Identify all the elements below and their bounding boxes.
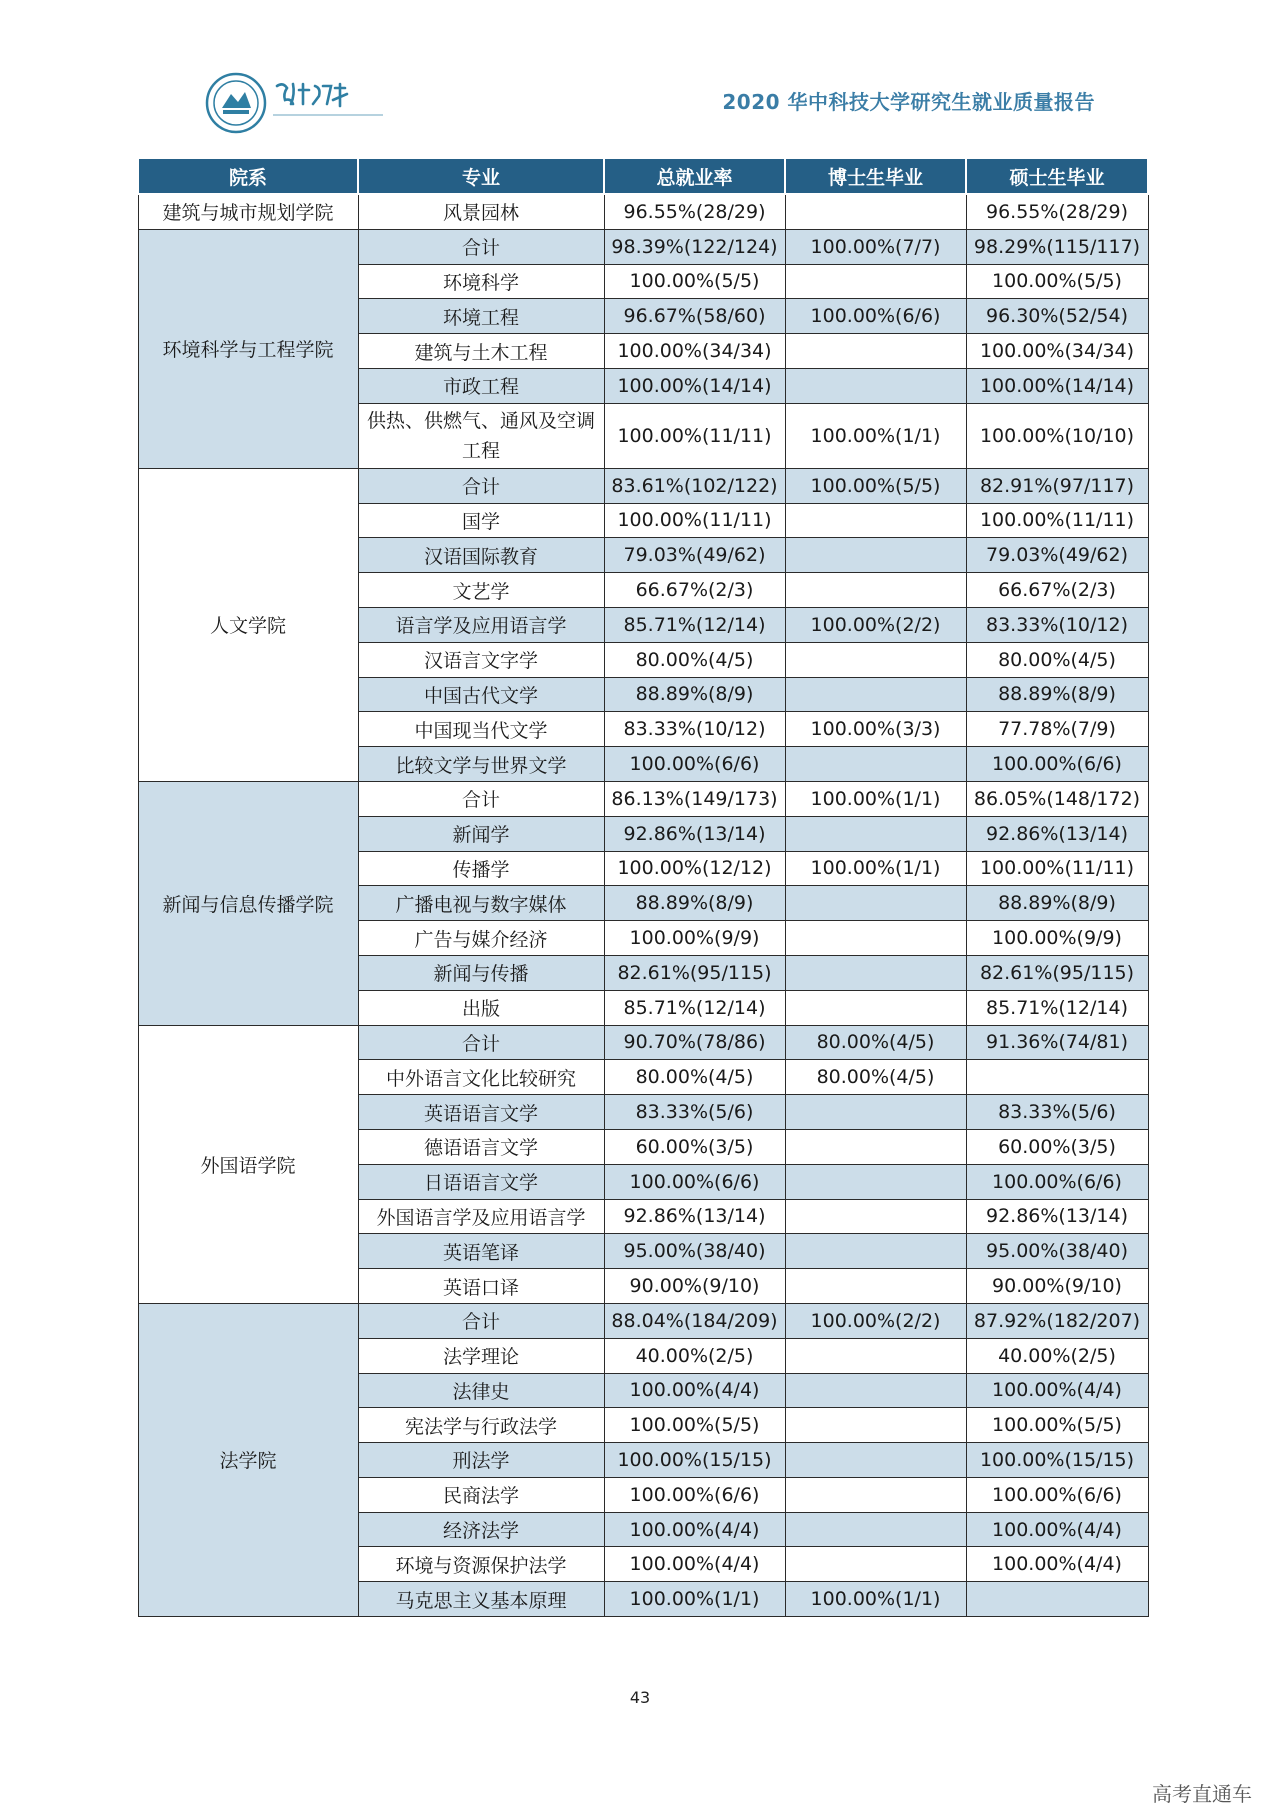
major-cell: 中外语言文化比较研究	[358, 1060, 604, 1095]
major-cell: 合计	[358, 468, 604, 503]
dept-cell: 环境科学与工程学院	[138, 229, 358, 468]
phd-rate-cell	[785, 573, 966, 608]
total-rate-cell: 60.00%(3/5)	[604, 1129, 785, 1164]
major-cell: 民商法学	[358, 1477, 604, 1512]
table-row	[138, 229, 1148, 264]
major-cell: 环境与资源保护法学	[358, 1547, 604, 1582]
dept-cell: 新闻与信息传播学院	[138, 781, 358, 1025]
major-cell: 汉语言文字学	[358, 642, 604, 677]
major-cell: 法学理论	[358, 1338, 604, 1373]
phd-rate-cell	[785, 1373, 966, 1408]
employment-rate-table	[137, 157, 1149, 1617]
table-header-row	[138, 158, 1148, 194]
report-title: 2020 华中科技大学研究生就业质量报告	[722, 90, 1095, 114]
total-rate-cell: 83.61%(102/122)	[604, 468, 785, 503]
total-rate-cell: 92.86%(13/14)	[604, 1199, 785, 1234]
total-rate-cell: 40.00%(2/5)	[604, 1338, 785, 1373]
master-rate-cell: 92.86%(13/14)	[966, 1199, 1148, 1234]
watermark: 高考直通车	[1152, 1782, 1252, 1806]
column-header-master: 硕士生毕业	[966, 158, 1148, 194]
total-rate-cell: 100.00%(1/1)	[604, 1582, 785, 1617]
phd-rate-cell: 100.00%(1/1)	[785, 403, 966, 468]
master-rate-cell: 79.03%(49/62)	[966, 538, 1148, 573]
phd-rate-cell	[785, 886, 966, 921]
major-cell: 环境工程	[358, 299, 604, 334]
master-rate-cell: 92.86%(13/14)	[966, 816, 1148, 851]
major-cell: 市政工程	[358, 368, 604, 403]
phd-rate-cell	[785, 1512, 966, 1547]
major-cell: 英语笔译	[358, 1234, 604, 1269]
major-cell: 汉语国际教育	[358, 538, 604, 573]
master-rate-cell: 88.89%(8/9)	[966, 886, 1148, 921]
total-rate-cell: 100.00%(14/14)	[604, 368, 785, 403]
master-rate-cell: 100.00%(6/6)	[966, 747, 1148, 782]
major-cell: 合计	[358, 229, 604, 264]
total-rate-cell: 95.00%(38/40)	[604, 1234, 785, 1269]
master-rate-cell: 100.00%(4/4)	[966, 1512, 1148, 1547]
master-rate-cell: 96.30%(52/54)	[966, 299, 1148, 334]
total-rate-cell: 100.00%(4/4)	[604, 1512, 785, 1547]
phd-rate-cell	[785, 1095, 966, 1130]
phd-rate-cell	[785, 1129, 966, 1164]
total-rate-cell: 80.00%(4/5)	[604, 642, 785, 677]
phd-rate-cell: 100.00%(6/6)	[785, 299, 966, 334]
major-cell: 比较文学与世界文学	[358, 747, 604, 782]
table-row	[138, 194, 1148, 229]
major-cell: 供热、供燃气、通风及空调工程	[358, 403, 604, 468]
total-rate-cell: 66.67%(2/3)	[604, 573, 785, 608]
phd-rate-cell	[785, 1199, 966, 1234]
major-cell: 刑法学	[358, 1443, 604, 1478]
phd-rate-cell	[785, 921, 966, 956]
total-rate-cell: 100.00%(11/11)	[604, 403, 785, 468]
master-rate-cell: 80.00%(4/5)	[966, 642, 1148, 677]
phd-rate-cell	[785, 503, 966, 538]
master-rate-cell: 82.61%(95/115)	[966, 955, 1148, 990]
master-rate-cell: 60.00%(3/5)	[966, 1129, 1148, 1164]
table-row	[138, 1303, 1148, 1338]
master-rate-cell: 100.00%(4/4)	[966, 1547, 1148, 1582]
major-cell: 建筑与土木工程	[358, 334, 604, 369]
major-cell: 英语语言文学	[358, 1095, 604, 1130]
total-rate-cell: 90.70%(78/86)	[604, 1025, 785, 1060]
major-cell: 国学	[358, 503, 604, 538]
phd-rate-cell: 100.00%(7/7)	[785, 229, 966, 264]
total-rate-cell: 100.00%(6/6)	[604, 1164, 785, 1199]
total-rate-cell: 100.00%(6/6)	[604, 747, 785, 782]
total-rate-cell: 86.13%(149/173)	[604, 781, 785, 816]
master-rate-cell	[966, 1060, 1148, 1095]
total-rate-cell: 92.86%(13/14)	[604, 816, 785, 851]
major-cell: 语言学及应用语言学	[358, 607, 604, 642]
phd-rate-cell: 100.00%(3/3)	[785, 712, 966, 747]
major-cell: 中国现当代文学	[358, 712, 604, 747]
major-cell: 马克思主义基本原理	[358, 1582, 604, 1617]
phd-rate-cell	[785, 955, 966, 990]
major-cell: 合计	[358, 781, 604, 816]
master-rate-cell: 100.00%(5/5)	[966, 1408, 1148, 1443]
phd-rate-cell: 100.00%(1/1)	[785, 851, 966, 886]
total-rate-cell: 83.33%(5/6)	[604, 1095, 785, 1130]
total-rate-cell: 85.71%(12/14)	[604, 607, 785, 642]
master-rate-cell: 100.00%(14/14)	[966, 368, 1148, 403]
master-rate-cell: 88.89%(8/9)	[966, 677, 1148, 712]
total-rate-cell: 79.03%(49/62)	[604, 538, 785, 573]
major-cell: 宪法学与行政法学	[358, 1408, 604, 1443]
dept-cell: 外国语学院	[138, 1025, 358, 1303]
phd-rate-cell	[785, 264, 966, 299]
major-cell: 经济法学	[358, 1512, 604, 1547]
major-cell: 英语口译	[358, 1269, 604, 1304]
total-rate-cell: 98.39%(122/124)	[604, 229, 785, 264]
column-header-phd: 博士生毕业	[785, 158, 966, 194]
dept-cell: 建筑与城市规划学院	[138, 194, 358, 229]
total-rate-cell: 88.04%(184/209)	[604, 1303, 785, 1338]
master-rate-cell: 100.00%(9/9)	[966, 921, 1148, 956]
total-rate-cell: 83.33%(10/12)	[604, 712, 785, 747]
master-rate-cell: 100.00%(34/34)	[966, 334, 1148, 369]
phd-rate-cell	[785, 1408, 966, 1443]
major-cell: 新闻学	[358, 816, 604, 851]
master-rate-cell: 83.33%(10/12)	[966, 607, 1148, 642]
total-rate-cell: 88.89%(8/9)	[604, 677, 785, 712]
master-rate-cell: 98.29%(115/117)	[966, 229, 1148, 264]
total-rate-cell: 100.00%(15/15)	[604, 1443, 785, 1478]
master-rate-cell: 100.00%(11/11)	[966, 503, 1148, 538]
column-header-major: 专业	[358, 158, 604, 194]
master-rate-cell: 100.00%(5/5)	[966, 264, 1148, 299]
phd-rate-cell: 100.00%(5/5)	[785, 468, 966, 503]
phd-rate-cell	[785, 990, 966, 1025]
total-rate-cell: 100.00%(34/34)	[604, 334, 785, 369]
phd-rate-cell	[785, 1547, 966, 1582]
major-cell: 出版	[358, 990, 604, 1025]
total-rate-cell: 90.00%(9/10)	[604, 1269, 785, 1304]
master-rate-cell: 66.67%(2/3)	[966, 573, 1148, 608]
table-body	[138, 194, 1148, 1617]
master-rate-cell: 100.00%(11/11)	[966, 851, 1148, 886]
major-cell: 广播电视与数字媒体	[358, 886, 604, 921]
major-cell: 合计	[358, 1025, 604, 1060]
phd-rate-cell	[785, 194, 966, 229]
major-cell: 合计	[358, 1303, 604, 1338]
column-header-total-rate: 总就业率	[604, 158, 785, 194]
major-cell: 中国古代文学	[358, 677, 604, 712]
table-row	[138, 781, 1148, 816]
major-cell: 德语语言文学	[358, 1129, 604, 1164]
total-rate-cell: 100.00%(9/9)	[604, 921, 785, 956]
major-cell: 广告与媒介经济	[358, 921, 604, 956]
master-rate-cell: 87.92%(182/207)	[966, 1303, 1148, 1338]
total-rate-cell: 96.55%(28/29)	[604, 194, 785, 229]
master-rate-cell	[966, 1582, 1148, 1617]
major-cell: 新闻与传播	[358, 955, 604, 990]
phd-rate-cell	[785, 1234, 966, 1269]
phd-rate-cell	[785, 1477, 966, 1512]
master-rate-cell: 91.36%(74/81)	[966, 1025, 1148, 1060]
total-rate-cell: 100.00%(4/4)	[604, 1373, 785, 1408]
major-cell: 外国语言学及应用语言学	[358, 1199, 604, 1234]
total-rate-cell: 88.89%(8/9)	[604, 886, 785, 921]
master-rate-cell: 95.00%(38/40)	[966, 1234, 1148, 1269]
major-cell: 风景园林	[358, 194, 604, 229]
table-row	[138, 1025, 1148, 1060]
phd-rate-cell	[785, 1443, 966, 1478]
phd-rate-cell: 100.00%(2/2)	[785, 1303, 966, 1338]
master-rate-cell: 100.00%(4/4)	[966, 1373, 1148, 1408]
total-rate-cell: 100.00%(5/5)	[604, 264, 785, 299]
page-header	[205, 72, 1095, 142]
master-rate-cell: 96.55%(28/29)	[966, 194, 1148, 229]
master-rate-cell: 100.00%(6/6)	[966, 1477, 1148, 1512]
master-rate-cell: 100.00%(6/6)	[966, 1164, 1148, 1199]
total-rate-cell: 100.00%(12/12)	[604, 851, 785, 886]
major-cell: 文艺学	[358, 573, 604, 608]
column-header-dept: 院系	[138, 158, 358, 194]
phd-rate-cell: 100.00%(1/1)	[785, 781, 966, 816]
master-rate-cell: 86.05%(148/172)	[966, 781, 1148, 816]
master-rate-cell: 85.71%(12/14)	[966, 990, 1148, 1025]
dept-cell: 法学院	[138, 1303, 358, 1616]
master-rate-cell: 82.91%(97/117)	[966, 468, 1148, 503]
major-cell: 日语语言文学	[358, 1164, 604, 1199]
major-cell: 环境科学	[358, 264, 604, 299]
page-number: 43	[629, 1688, 651, 1707]
total-rate-cell: 80.00%(4/5)	[604, 1060, 785, 1095]
phd-rate-cell	[785, 816, 966, 851]
phd-rate-cell	[785, 642, 966, 677]
university-logo	[205, 72, 385, 134]
phd-rate-cell	[785, 1338, 966, 1373]
phd-rate-cell	[785, 1164, 966, 1199]
total-rate-cell: 100.00%(6/6)	[604, 1477, 785, 1512]
master-rate-cell: 40.00%(2/5)	[966, 1338, 1148, 1373]
total-rate-cell: 96.67%(58/60)	[604, 299, 785, 334]
total-rate-cell: 100.00%(5/5)	[604, 1408, 785, 1443]
total-rate-cell: 100.00%(11/11)	[604, 503, 785, 538]
master-rate-cell: 90.00%(9/10)	[966, 1269, 1148, 1304]
phd-rate-cell	[785, 334, 966, 369]
phd-rate-cell: 80.00%(4/5)	[785, 1025, 966, 1060]
phd-rate-cell: 100.00%(2/2)	[785, 607, 966, 642]
table-row	[138, 468, 1148, 503]
phd-rate-cell	[785, 1269, 966, 1304]
master-rate-cell: 83.33%(5/6)	[966, 1095, 1148, 1130]
phd-rate-cell: 100.00%(1/1)	[785, 1582, 966, 1617]
phd-rate-cell	[785, 368, 966, 403]
major-cell: 传播学	[358, 851, 604, 886]
master-rate-cell: 100.00%(15/15)	[966, 1443, 1148, 1478]
master-rate-cell: 77.78%(7/9)	[966, 712, 1148, 747]
phd-rate-cell	[785, 677, 966, 712]
phd-rate-cell	[785, 538, 966, 573]
dept-cell: 人文学院	[138, 468, 358, 781]
total-rate-cell: 85.71%(12/14)	[604, 990, 785, 1025]
major-cell: 法律史	[358, 1373, 604, 1408]
phd-rate-cell	[785, 747, 966, 782]
phd-rate-cell: 80.00%(4/5)	[785, 1060, 966, 1095]
master-rate-cell: 100.00%(10/10)	[966, 403, 1148, 468]
total-rate-cell: 82.61%(95/115)	[604, 955, 785, 990]
total-rate-cell: 100.00%(4/4)	[604, 1547, 785, 1582]
